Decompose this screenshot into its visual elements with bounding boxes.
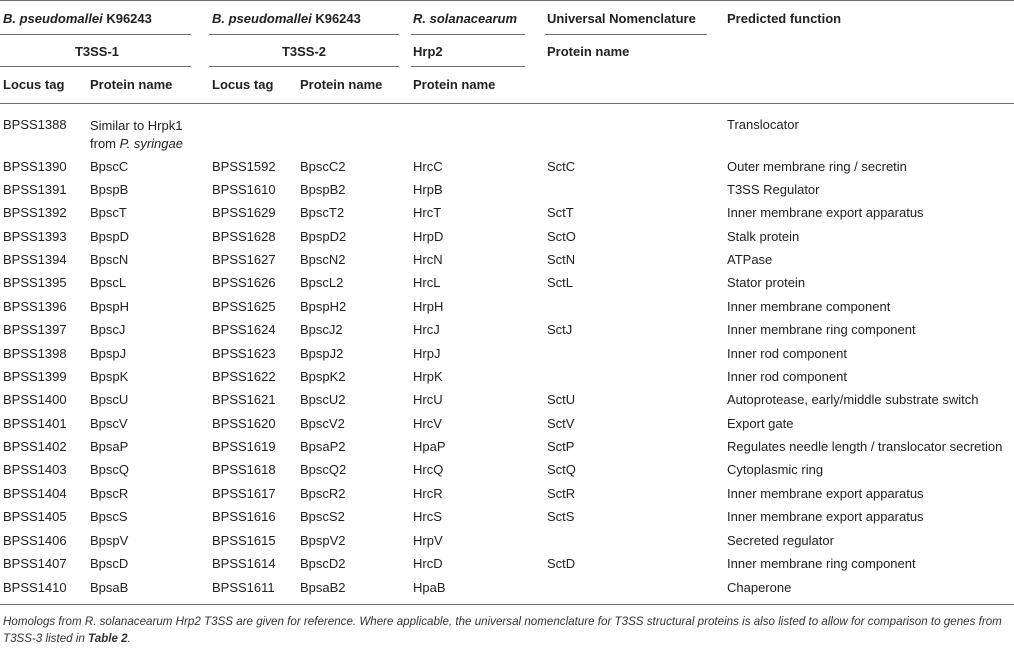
header-group1-title <box>3 11 152 27</box>
table-cell-protein2: BpspJ2 <box>300 346 344 361</box>
header-function: Predicted function <box>727 11 842 26</box>
table-cell-protein1: BpscJ <box>90 322 126 337</box>
table-cell-protein1: BpspK <box>90 369 129 384</box>
table-cell-locus1: BPSS1402 <box>3 439 67 454</box>
table-cell-protein1: BpscQ <box>90 462 130 477</box>
table-cell-protein1: BpscR <box>90 486 129 501</box>
table-cell-protein2: BpsaP2 <box>300 439 346 454</box>
table-cell-protein2: BpspB2 <box>300 182 346 197</box>
table-cell-locus1: BPSS1400 <box>3 392 67 407</box>
table-cell-universal: SctV <box>547 416 575 431</box>
table-cell-protein2: BpscU2 <box>300 392 346 407</box>
table-cell-protein1: BpspV <box>90 533 129 548</box>
table-cell-locus2: BPSS1618 <box>212 462 276 477</box>
table-cell-locus1: BPSS1388 <box>3 117 67 132</box>
group1-rule <box>0 34 191 35</box>
table-cell-locus1: BPSS1410 <box>3 580 67 595</box>
table-cell-locus1: BPSS1405 <box>3 509 67 524</box>
table-cell-locus2: BPSS1623 <box>212 346 276 361</box>
table-cell-universal: SctJ <box>547 322 573 337</box>
table-row <box>0 205 1014 221</box>
table-cell-protein1: BpspD <box>90 229 130 244</box>
table-cell-locus2: BPSS1621 <box>212 392 276 407</box>
table-cell-locus1: BPSS1390 <box>3 159 67 174</box>
table-row <box>0 299 1014 315</box>
table-cell-locus2: BPSS1628 <box>212 229 276 244</box>
table-cell-function: Inner membrane ring component <box>727 322 916 337</box>
table-cell-hrp2: HrcR <box>413 486 443 501</box>
table-cell-function: Chaperone <box>727 580 792 595</box>
header-group3-system: Hrp2 <box>413 44 443 59</box>
group3-rule-2 <box>411 66 525 67</box>
table-cell-universal: SctD <box>547 556 576 571</box>
table-bottom-rule <box>0 604 1014 605</box>
table-cell-hrp2: HrcL <box>413 275 441 290</box>
table-cell-protein2: BpspK2 <box>300 369 346 384</box>
header-protein-3: Protein name <box>413 77 496 92</box>
table-cell-function: Export gate <box>727 416 794 431</box>
table-cell-function: Inner membrane export apparatus <box>727 205 924 220</box>
table-cell-function: Stator protein <box>727 275 806 290</box>
footnote-table-ref: Table 2 <box>88 632 128 645</box>
table-cell-protein1 <box>90 117 183 153</box>
table-cell-protein2: BpscR2 <box>300 486 346 501</box>
header-group1-species: B. pseudomallei <box>3 11 103 26</box>
table-cell-universal: SctO <box>547 229 576 244</box>
table-cell-locus2: BPSS1614 <box>212 556 276 571</box>
table-row <box>0 509 1014 525</box>
table-cell-universal: SctU <box>547 392 576 407</box>
table-cell-locus1: BPSS1401 <box>3 416 67 431</box>
table-cell-protein1: BpscL <box>90 275 127 290</box>
table-row <box>0 416 1014 432</box>
table-cell-protein1: BpscU <box>90 392 129 407</box>
table-cell-protein2: BpspH2 <box>300 299 347 314</box>
table-cell-protein1-line1: Similar to Hrpk1 <box>90 118 183 133</box>
table-cell-protein1-line2-prefix: from <box>90 136 120 151</box>
table-cell-universal: SctC <box>547 159 576 174</box>
table-cell-locus1: BPSS1397 <box>3 322 67 337</box>
table-cell-locus2: BPSS1619 <box>212 439 276 454</box>
table-cell-locus1: BPSS1396 <box>3 299 67 314</box>
table-cell-hrp2: HrpJ <box>413 346 441 361</box>
table-cell-locus1: BPSS1404 <box>3 486 67 501</box>
universal-rule <box>545 34 707 35</box>
table-row <box>0 392 1014 408</box>
table-cell-hrp2: HrpK <box>413 369 443 384</box>
table-row <box>0 556 1014 572</box>
table-row <box>0 462 1014 478</box>
table-cell-universal: SctS <box>547 509 575 524</box>
table-cell-function: Outer membrane ring / secretin <box>727 159 907 174</box>
table-cell-locus2: BPSS1626 <box>212 275 276 290</box>
table-cell-locus1: BPSS1391 <box>3 182 67 197</box>
table-row <box>0 439 1014 455</box>
table-cell-locus1: BPSS1392 <box>3 205 67 220</box>
header-universal: Universal Nomenclature <box>547 11 696 26</box>
header-protein-1: Protein name <box>90 77 173 92</box>
table-cell-function: Secreted regulator <box>727 533 834 548</box>
table-footnote <box>3 613 1011 647</box>
table-cell-protein1: BpsaP <box>90 439 129 454</box>
table-cell-protein2: BpscQ2 <box>300 462 347 477</box>
table-cell-hrp2: HpaB <box>413 580 446 595</box>
header-locus-1: Locus tag <box>3 77 65 92</box>
table-cell-protein2: BpscV2 <box>300 416 345 431</box>
table-cell-locus1: BPSS1403 <box>3 462 67 477</box>
footnote-text: Homologs from R. solanacearum Hrp2 T3SS are given for reference. Where applicable, the universal nomenclature for T3SS structural proteins is also listed to allow for comparison to genes from T3SS-3 listed in <box>3 615 1002 645</box>
header-group2-system: T3SS-2 <box>281 44 327 59</box>
table-row <box>0 369 1014 385</box>
header-protein-2: Protein name <box>300 77 383 92</box>
group2-rule <box>209 34 399 35</box>
table-cell-locus1: BPSS1407 <box>3 556 67 571</box>
group1-rule-2 <box>0 66 191 67</box>
table-cell-protein1: BpscV <box>90 416 128 431</box>
table-cell-function: Inner rod component <box>727 346 847 361</box>
table-cell-universal: SctT <box>547 205 574 220</box>
table-cell-protein2: BpscL2 <box>300 275 344 290</box>
table-row <box>0 159 1014 175</box>
table-cell-hrp2: HrpB <box>413 182 443 197</box>
table-cell-function: Inner rod component <box>727 369 847 384</box>
table-cell-locus1: BPSS1398 <box>3 346 67 361</box>
table-cell-locus1: BPSS1395 <box>3 275 67 290</box>
table-cell-locus2: BPSS1617 <box>212 486 276 501</box>
table-cell-function: Translocator <box>727 117 799 132</box>
table-cell-locus2: BPSS1615 <box>212 533 276 548</box>
table-cell-locus2: BPSS1627 <box>212 252 276 267</box>
table-cell-protein2: BpspV2 <box>300 533 346 548</box>
table-cell-universal: SctN <box>547 252 576 267</box>
table-cell-hrp2: HrcN <box>413 252 443 267</box>
table-cell-protein2: BpspD2 <box>300 229 347 244</box>
header-group2-species: B. pseudomallei <box>212 11 312 26</box>
table-cell-protein1-line2-species: P. syringae <box>119 136 183 151</box>
table-row <box>0 229 1014 245</box>
table-cell-locus2: BPSS1624 <box>212 322 276 337</box>
table-cell-protein1: BpscC <box>90 159 129 174</box>
table-cell-universal: SctQ <box>547 462 576 477</box>
table-cell-locus2: BPSS1620 <box>212 416 276 431</box>
table-cell-protein1: BpspJ <box>90 346 127 361</box>
table-cell-protein1: BpscT <box>90 205 127 220</box>
table-cell-hrp2: HrcS <box>413 509 442 524</box>
table-row <box>0 486 1014 502</box>
table-cell-locus1: BPSS1399 <box>3 369 67 384</box>
table-cell-function: Regulates needle length / translocator secretion <box>727 439 1003 454</box>
table-row <box>0 346 1014 362</box>
header-group1-strain: K96243 <box>106 11 152 26</box>
header-group2-title <box>212 11 361 27</box>
table-cell-locus2: BPSS1616 <box>212 509 276 524</box>
table-row <box>0 322 1014 338</box>
table-row <box>0 275 1014 291</box>
table-cell-function: T3SS Regulator <box>727 182 820 197</box>
table-cell-locus1: BPSS1406 <box>3 533 67 548</box>
table-cell-protein2: BpscC2 <box>300 159 346 174</box>
table-cell-hrp2: HrpH <box>413 299 444 314</box>
table-row <box>0 182 1014 198</box>
table-cell-protein2: BpsaB2 <box>300 580 346 595</box>
table-cell-locus1: BPSS1394 <box>3 252 67 267</box>
table-cell-hrp2: HpaP <box>413 439 446 454</box>
table-cell-function: Inner membrane ring component <box>727 556 916 571</box>
header-group3-species: R. solanacearum <box>413 11 518 26</box>
header-bottom-rule <box>0 103 1014 104</box>
table-cell-universal: SctP <box>547 439 575 454</box>
table-cell-protein2: BpscT2 <box>300 205 345 220</box>
table-cell-protein1: BpscD <box>90 556 129 571</box>
header-group1-system: T3SS-1 <box>74 44 120 59</box>
table-cell-protein2: BpscJ2 <box>300 322 343 337</box>
table-top-rule <box>0 0 1014 1</box>
table-cell-protein1: BpspB <box>90 182 129 197</box>
table-cell-locus1: BPSS1393 <box>3 229 67 244</box>
table-cell-hrp2: HrpD <box>413 229 444 244</box>
table-row <box>0 533 1014 549</box>
table-cell-function: Inner membrane component <box>727 299 891 314</box>
header-group2-strain: K96243 <box>315 11 361 26</box>
table-cell-hrp2: HrcJ <box>413 322 440 337</box>
table-cell-hrp2: HrcU <box>413 392 443 407</box>
footnote-period: . <box>127 632 131 645</box>
table-cell-locus2: BPSS1611 <box>212 580 275 595</box>
table-cell-protein1: BpscN <box>90 252 129 267</box>
table-cell-hrp2: HrcC <box>413 159 443 174</box>
table-row <box>0 252 1014 268</box>
table-cell-protein1: BpscS <box>90 509 128 524</box>
table-cell-function: Cytoplasmic ring <box>727 462 824 477</box>
table-cell-protein2: BpscN2 <box>300 252 346 267</box>
table-cell-function: ATPase <box>727 252 773 267</box>
table-cell-locus2: BPSS1625 <box>212 299 276 314</box>
table-cell-function: Autoprotease, early/middle substrate switch <box>727 392 979 407</box>
table-cell-hrp2: HrcT <box>413 205 442 220</box>
table-cell-function: Inner membrane export apparatus <box>727 486 924 501</box>
table-cell-hrp2: HrpV <box>413 533 443 548</box>
group3-rule <box>411 34 525 35</box>
header-universal-protein: Protein name <box>547 44 630 59</box>
table-cell-universal: SctR <box>547 486 576 501</box>
table-cell-locus2: BPSS1629 <box>212 205 276 220</box>
table-cell-locus2: BPSS1622 <box>212 369 276 384</box>
table-cell-universal: SctL <box>547 275 574 290</box>
table-cell-locus2: BPSS1592 <box>212 159 276 174</box>
header-locus-2: Locus tag <box>212 77 274 92</box>
table-cell-protein1: BpspH <box>90 299 130 314</box>
table-cell-hrp2: HrcQ <box>413 462 444 477</box>
group2-rule-2 <box>209 66 399 67</box>
table-cell-hrp2: HrcD <box>413 556 443 571</box>
table-cell-hrp2: HrcV <box>413 416 442 431</box>
table-cell-function: Inner membrane export apparatus <box>727 509 924 524</box>
table-cell-protein2: BpscD2 <box>300 556 346 571</box>
table-row <box>0 580 1014 596</box>
table-cell-function: Stalk protein <box>727 229 800 244</box>
table-cell-locus2: BPSS1610 <box>212 182 276 197</box>
table-cell-protein1: BpsaB <box>90 580 129 595</box>
table-cell-protein2: BpscS2 <box>300 509 345 524</box>
